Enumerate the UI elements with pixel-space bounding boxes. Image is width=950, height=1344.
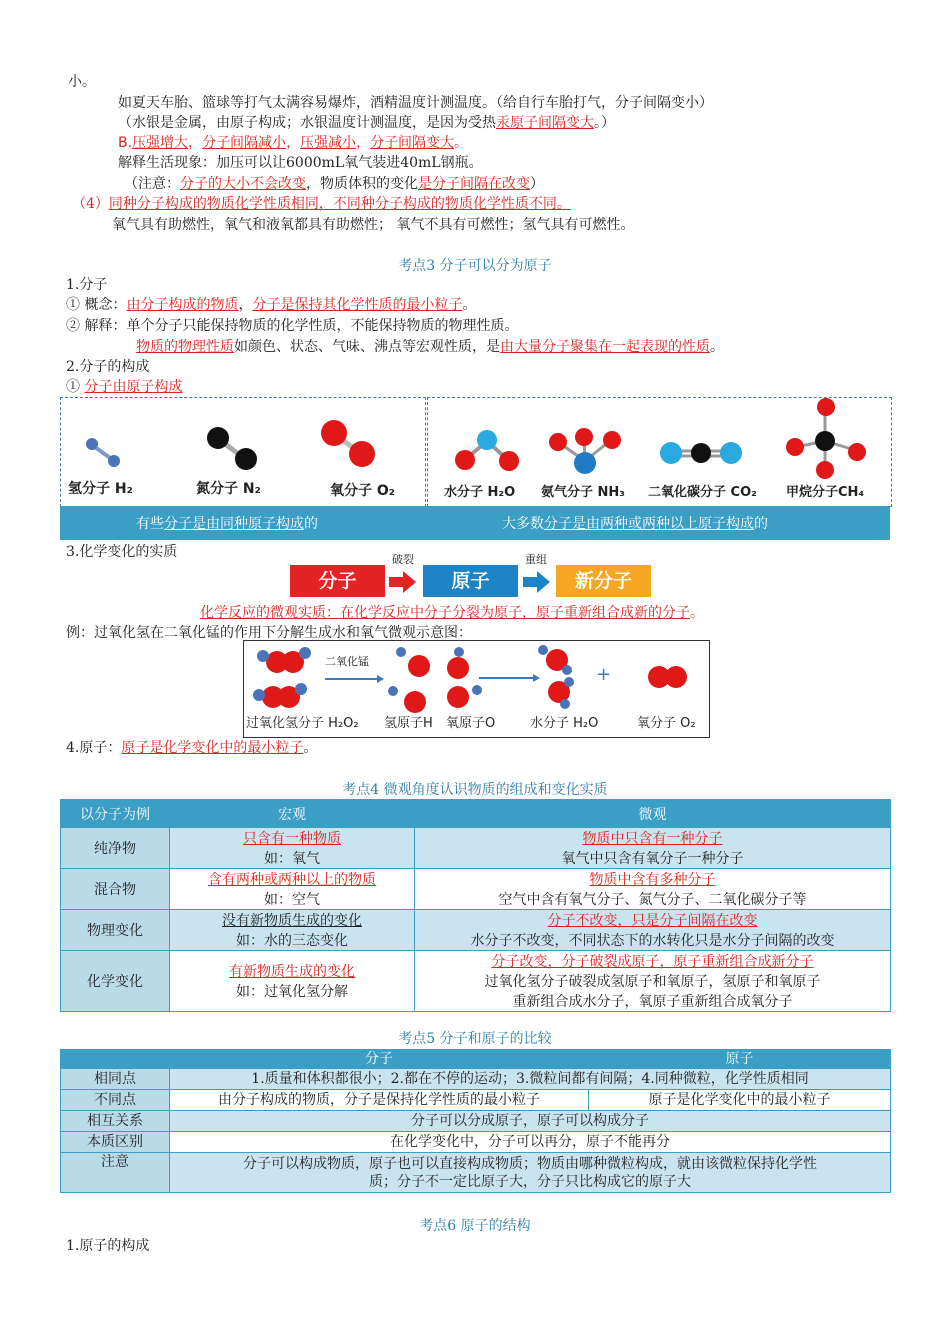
table-row: 相互关系 分子可以分成原子，原子可以构成分子 <box>61 1111 891 1132</box>
flow-arrow-2-label: 重组 <box>525 553 547 566</box>
table-row: 纯净物 只含有一种物质 如：氧气 物质中只含有一种分子 氧气中只含有氧分子一种分子 <box>61 828 891 869</box>
flow-step-atom: 原子 <box>423 565 518 597</box>
kd5-table <box>60 1049 891 1193</box>
mol-label-co2: 二氧化碳分子 CO₂ <box>648 485 757 500</box>
kd3-s3: 3.化学变化的实质 <box>66 544 178 560</box>
kd4-title: 考点4 微观角度认识物质的组成和变化实质 <box>342 782 608 798</box>
flow-arrow-1-icon <box>389 570 417 594</box>
rx-label-o2: 氧分子 O₂ <box>637 716 696 731</box>
rx-label-o: 氧原子O <box>446 716 496 731</box>
intro-line-2: （水银是金属，由原子构成；水银温度计测温度，是因为受热汞原子间隔变大。） <box>118 115 615 131</box>
flow-arrow-1-label: 破裂 <box>392 553 414 566</box>
kd4-header-2: 微观 <box>415 800 891 828</box>
kd3-essence: 化学反应的微观实质：在化学反应中分子分裂为原子，原子重新组合成新的分子。 <box>200 605 704 621</box>
intro-line-1: 如夏天车胎、篮球等打气太满容易爆炸，酒精温度计测温度。（给自行车胎打气，分子间隔变小） <box>118 95 713 111</box>
flow-step-molecule: 分子 <box>290 565 385 597</box>
row-label: 混合物 <box>61 869 170 910</box>
mol-label-nh3: 氨气分子 NH₃ <box>541 485 625 500</box>
table-row: 混合物 含有两种或两种以上的物质 如：空气 物质中含有多种分子 空气中含有氧气分子、氮气分子、二氧化碳分子等 <box>61 869 891 910</box>
row-label: 纯净物 <box>61 828 170 869</box>
rx-label-h: 氢原子H <box>384 716 433 731</box>
kd3-s4: 4.原子：原子是化学变化中的最小粒子。 <box>66 740 318 756</box>
intro-line-3: B.压强增大，分子间隔减小，压强减小，分子间隔变大。 <box>118 135 469 151</box>
mol-label-h2o: 水分子 H₂O <box>444 485 516 500</box>
mol-label-o2: 氧分子 O₂ <box>330 483 395 499</box>
row-label: 物理变化 <box>61 910 170 951</box>
kd4-header-1: 宏观 <box>170 800 415 828</box>
table-row: 本质区别 在化学变化中，分子可以再分，原子不能再分 <box>61 1132 891 1153</box>
flow-arrow-2-icon <box>523 570 551 594</box>
intro-line-7: 氧气具有助燃性，氧气和液氧都具有助燃性； 氧气不具有可燃性；氢气具有可燃性。 <box>112 217 635 233</box>
reaction-catalyst: 二氧化锰 <box>325 655 369 668</box>
table-row: 物理变化 没有新物质生成的变化 如：水的三态变化 分子不改变，只是分子间隔在改变 水分子不改变，不同状态下的水转化只是水分子间隔的改变 <box>61 910 891 951</box>
table-row: 化学变化 有新物质生成的变化 如：过氧化氢分解 分子改变，分子破裂成原子，原子重新组合成新分子 过氧化氢分子破裂成氢原子和氧原子，氢原子和氧原子 重新组合成水分子，氧原子重新组合成氧分子 <box>61 951 891 1012</box>
rx-label-h2o2: 过氧化氢分子 H₂O₂ <box>246 716 359 731</box>
kd3-concept: ① 概念：由分子构成的物质，分子是保持其化学性质的最小粒子。 <box>66 297 477 313</box>
reaction-plus: + <box>596 664 612 685</box>
kd6-title: 考点6 原子的结构 <box>419 1218 531 1234</box>
intro-line-4: 解释生活现象：加压可以让6000mL氧气装进40mL钢瓶。 <box>118 155 483 171</box>
mol-label-h2: 氢分子 H₂ <box>68 481 133 497</box>
kd6-s1: 1.原子的构成 <box>66 1238 150 1254</box>
kd3-s2-1: ① 分子由原子构成 <box>66 379 183 395</box>
intro-line-0: 小。 <box>68 74 96 90</box>
rx-label-water: 水分子 H₂O <box>530 716 599 731</box>
intro-line-5: （注意：分子的大小不会改变，物质体积的变化是分子间隔在改变） <box>124 176 544 192</box>
flow-step-new-molecule: 新分子 <box>556 565 651 597</box>
intro-line-6: （4）同种分子构成的物质化学性质相同，不同种分子构成的物质化学性质不同。 <box>72 196 571 212</box>
table-row: 不同点 由分子构成的物质，分子是保持化学性质的最小粒子 原子是化学变化中的最小粒子 <box>61 1090 891 1111</box>
row-label: 化学变化 <box>61 951 170 1012</box>
mol-label-n2: 氮分子 N₂ <box>196 481 261 497</box>
kd4-header-0: 以分子为例 <box>61 800 170 828</box>
kd5-title: 考点5 分子和原子的比较 <box>398 1031 552 1047</box>
kd3-title: 考点3 分子可以分为原子 <box>398 258 552 274</box>
caption-right: 大多数分子是由两种或两种以上原子构成的 <box>502 516 768 532</box>
mol-label-ch4: 甲烷分子CH₄ <box>786 485 865 500</box>
kd3-example: 例：过氧化氢在二氧化锰的作用下分解生成水和氧气微观示意图： <box>66 625 472 641</box>
kd3-phys: 物质的物理性质如颜色、状态、气味、沸点等宏观性质，是由大量分子聚集在一起表现的性质。 <box>136 339 724 355</box>
kd3-s2: 2.分子的构成 <box>66 359 150 375</box>
table-row: 相同点 1.质量和体积都很小；2.都在不停的运动；3.微粒间都有间隔；4.同种微粒，化学性质相同 <box>61 1069 891 1090</box>
kd3-explain: ② 解释：单个分子只能保持物质的化学性质，不能保持物质的物理性质。 <box>66 318 519 334</box>
kd5-header-molecule: 分子 <box>170 1050 589 1069</box>
kd3-s1: 1.分子 <box>66 277 108 293</box>
table-row: 注意 分子可以构成物质，原子也可以直接构成物质；物质由哪种微粒构成，就由该微粒保持化学性 质；分子不一定比原子大，分子只比构成它的原子大 <box>61 1153 891 1193</box>
molecule-caption-bar <box>60 506 890 540</box>
caption-left: 有些分子是由同种原子构成的 <box>136 516 318 532</box>
kd4-table <box>60 799 891 1012</box>
kd5-header-atom: 原子 <box>589 1050 891 1069</box>
